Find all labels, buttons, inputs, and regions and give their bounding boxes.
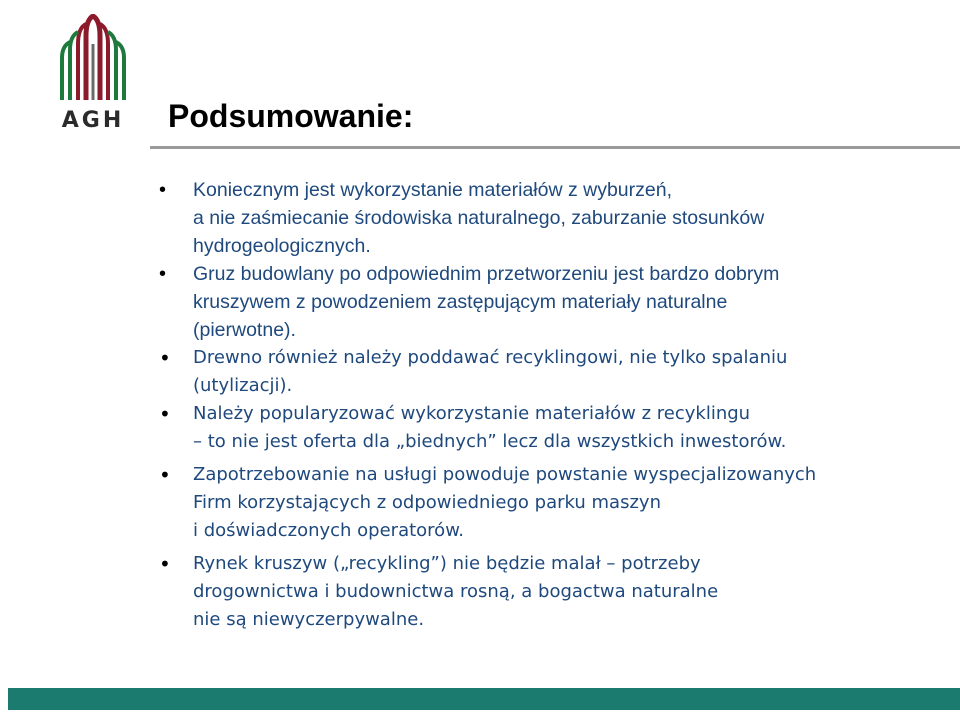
bullet-line: kruszywem z powodzeniem zastępującym materiały naturalne: [193, 291, 728, 313]
bullet-line: (pierwotne).: [193, 319, 296, 341]
bullet-item-4: [150, 400, 950, 456]
bullet-line: nie są niewyczerpywalne.: [193, 609, 425, 630]
bullet-item-1: [150, 176, 950, 260]
bullet-list: [150, 176, 950, 634]
bullet-item-2: [150, 260, 950, 344]
bullet-line: (utylizacji).: [193, 375, 293, 396]
bullet-line: • Drewno również należy poddawać recyklingowi, nie tylko spalaniu: [193, 347, 788, 368]
bullet-line: • Koniecznym jest wykorzystanie materiałów z wyburzeń,: [193, 179, 673, 201]
header-divider: [150, 146, 960, 149]
bullet-line: • Gruz budowlany po odpowiednim przetworzeniu jest bardzo dobrym: [193, 263, 780, 285]
bullet-item-5: [150, 461, 950, 545]
bullet-line: • Zapotrzebowanie na usługi powoduje powstanie wyspecjalizowanych: [193, 464, 817, 485]
bullet-line: i doświadczonych operatorów.: [193, 520, 464, 541]
footer-bar: [8, 688, 960, 710]
page-title: Podsumowanie:: [168, 98, 414, 134]
bullet-line: a nie zaśmiecanie środowiska naturalnego, zaburzanie stosunków: [193, 207, 765, 229]
bullet-line: hydrogeologicznych.: [193, 235, 371, 257]
logo-text: AGH: [61, 108, 125, 133]
bullet-item-3: [150, 344, 950, 400]
bullet-line: • Rynek kruszyw („recykling”) nie będzie malał – potrzeby: [193, 553, 701, 574]
bullet-line: drogownictwa i budownictwa rosną, a bogactwa naturalne: [193, 581, 719, 602]
agh-logo: [56, 14, 130, 134]
bullet-line: Firm korzystających z odpowiedniego parku maszyn: [193, 492, 661, 513]
agh-logo-icon: [56, 14, 130, 104]
bullet-line: • Należy popularyzować wykorzystanie materiałów z recyklingu: [193, 403, 751, 424]
bullet-line: – to nie jest oferta dla „biednych” lecz dla wszystkich inwestorów.: [193, 431, 787, 452]
bullet-item-6: [150, 550, 950, 634]
